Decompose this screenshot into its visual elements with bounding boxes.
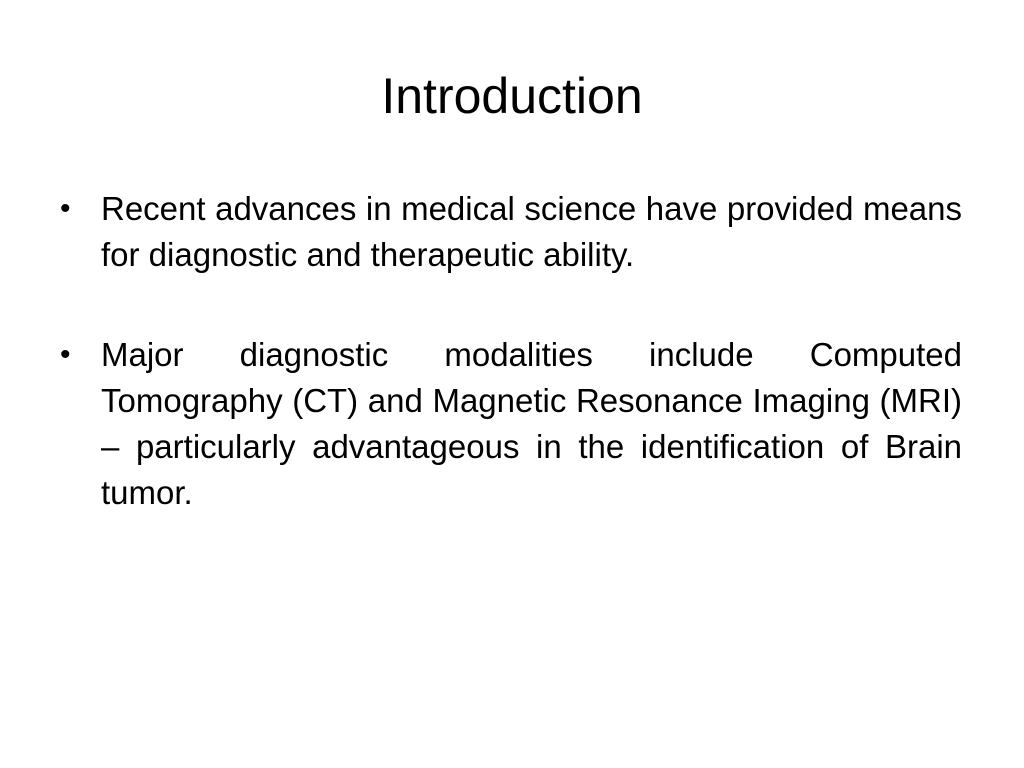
bullet-text: Recent advances in medical science have provided means for diagnostic and therapeutic ability.: [101, 190, 962, 273]
slide-title: Introduction: [381, 68, 643, 124]
bullet-item: [58, 332, 962, 516]
bullet-text: Major diagnostic modalities include Computed Tomography (CT) and Magnetic Resonance Imaging (MRI) – particularly advantageous in the identification of Brain tumor.: [101, 336, 962, 511]
bullet-marker: •: [60, 192, 71, 225]
bullet-marker: •: [60, 338, 71, 371]
bullet-list: [58, 186, 962, 516]
bullet-item: [58, 186, 962, 278]
